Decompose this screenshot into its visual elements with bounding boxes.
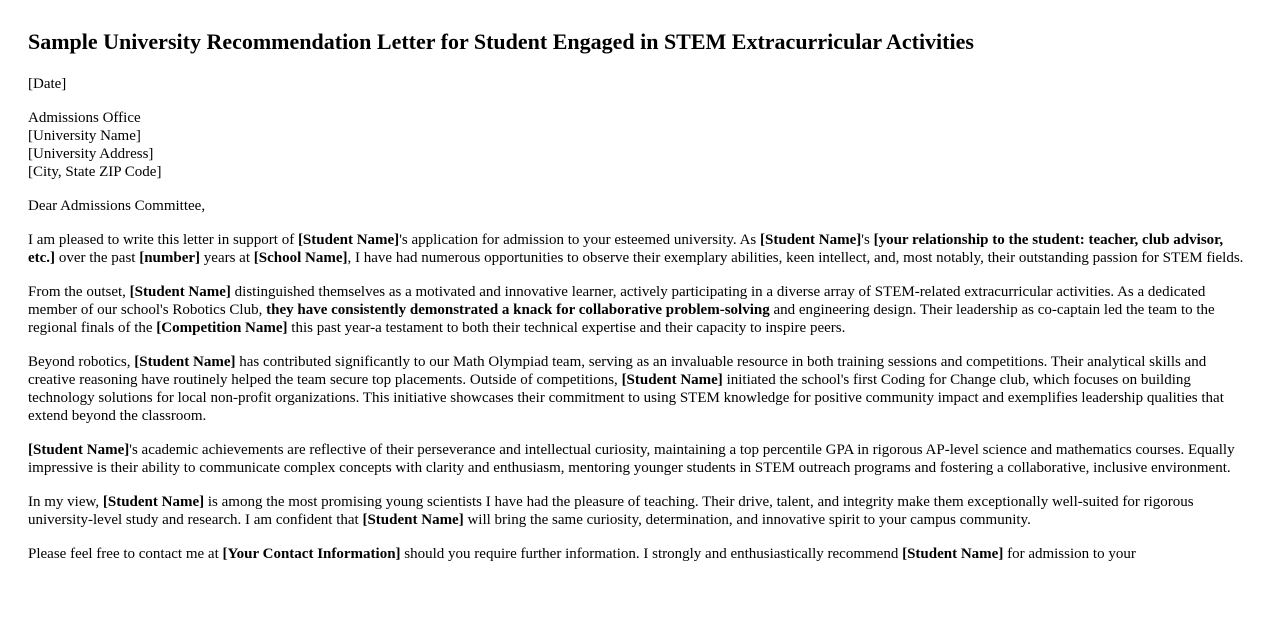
page-title: Sample University Recommendation Letter for Student Engaged in STEM Extracurricular Activities [28,29,974,54]
placeholder-competition-name: [Competition Name] [156,320,288,336]
letter-date: [Date] [28,76,67,92]
placeholder-student-name: [Student Name] [28,442,130,458]
placeholder-student-name: [Student Name] [760,232,862,248]
paragraph-math-olympiad [28,353,1250,425]
text: 's [861,232,874,248]
address-line: [University Name] [28,128,141,144]
text: will bring the same curiosity, determination, and innovative spirit to your campus community. [463,512,1031,528]
text: 's application for admission to your esteemed university. As [399,232,761,248]
placeholder-student-name: [Student Name] [297,232,400,248]
placeholder-student-name: [Student Name] [129,284,231,300]
paragraph-closing [28,545,1250,563]
text: is among the most promising young scientists I have had the pleasure of teaching. Their drive, talent, and integrity make them exceptionally well-suited for rigorous university-level study and research. I am confident that [28,494,1194,528]
text: should you require further information. I strongly and enthusiastically recommend [400,546,903,562]
address-line: [City, State ZIP Code] [28,164,162,180]
letter-page [0,29,1278,563]
text: and engineering design. Their leadership as co-captain led the team to the regional finals of the [28,302,1215,336]
text: Beyond robotics, [28,354,135,370]
emphasis-text: they have consistently demonstrated a knack for collaborative problem-solving [266,302,770,318]
address-line: Admissions Office [28,110,141,126]
placeholder-student-name: [Student Name] [902,546,1004,562]
text: 's academic achievements are reflective of their perseverance and intellectual curiosity, maintaining a top percentile GPA in rigorous AP-level science and mathematics courses. Equally impressive is their ability to communicate complex concepts with clarity and enthusiasm, mentoring younger students in STEM outreach programs and fostering a collaborative, inclusive environment. [28,442,1235,476]
placeholder-number: [number] [139,250,201,266]
placeholder-student-name: [Student Name] [134,354,236,370]
paragraph-view [28,493,1250,529]
text: distinguished themselves as a motivated and innovative learner, actively participating in a diverse array of STEM-related extracurricular activities. As a dedicated member of our school's Robotics Club, [28,284,1206,318]
paragraph-academics [28,441,1250,477]
text: for admission to your [1003,546,1136,562]
placeholder-student-name: [Student Name] [362,512,464,528]
placeholder-student-name: [Student Name] [621,372,723,388]
text: years at [200,250,254,266]
text: Please feel free to contact me at [28,546,223,562]
text: I am pleased to write this letter in support of [28,232,298,248]
placeholder-contact-info: [Your Contact Information] [222,546,401,562]
text: over the past [55,250,140,266]
text: has contributed significantly to our Math Olympiad team, serving as an invaluable resource in both training sessions and competitions. Their analytical skills and creative reasoning have routinely helped the team secure top placements. Outside of competitions, [28,354,1207,388]
text: From the outset, [28,284,130,300]
placeholder-school-name: [School Name] [253,250,348,266]
recipient-address [28,109,1250,181]
text: In my view, [28,494,103,510]
address-line: [University Address] [28,146,154,162]
placeholder-student-name: [Student Name] [102,494,205,510]
paragraph-introduction [28,231,1250,267]
text: this past year-a testament to both their technical expertise and their capacity to inspire peers. [287,320,846,336]
paragraph-robotics [28,283,1250,337]
salutation: Dear Admissions Committee, [28,198,206,214]
text: , I have had numerous opportunities to observe their exemplary abilities, keen intellect, and, most notably, their outstanding passion for STEM fields. [347,250,1244,266]
placeholder-relationship: [your relationship to the student: teacher, club advisor, etc.] [28,232,1224,266]
text: initiated the school's first Coding for Change club, which focuses on building technology solutions for local non-profit organizations. This initiative showcases their commitment to using STEM knowledge for positive community impact and exemplifies leadership qualities that extend beyond the classroom. [28,372,1224,424]
